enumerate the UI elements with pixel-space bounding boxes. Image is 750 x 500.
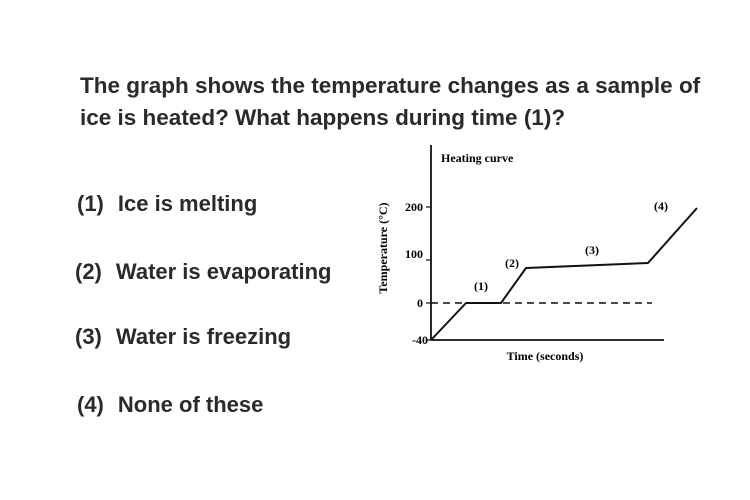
option-2[interactable]: [75, 259, 331, 285]
chart-title: Heating curve: [441, 151, 514, 165]
option-4-number: (4): [77, 392, 104, 417]
option-1-number: (1): [77, 191, 104, 216]
option-2-text: Water is evaporating: [115, 259, 332, 284]
y-tick-label-minus40: -40: [412, 333, 428, 347]
y-tick-label-0: 0: [417, 296, 423, 310]
segment-label-2: (2): [505, 256, 519, 270]
option-3[interactable]: [75, 324, 291, 350]
segment-label-4: (4): [654, 199, 668, 213]
option-4[interactable]: [77, 392, 263, 418]
question-text: The graph shows the temperature changes as a sample of ice is heated? What happens during time (1)?: [80, 73, 701, 130]
segment-label-1: (1): [474, 279, 488, 293]
y-tick-label-100: 100: [405, 247, 423, 261]
x-axis-label: Time (seconds): [506, 349, 584, 363]
segment-label-3: (3): [585, 243, 599, 257]
option-1[interactable]: [77, 191, 257, 217]
heating-curve-line: [431, 208, 697, 340]
option-1-text: Ice is melting: [117, 191, 258, 216]
y-axis-label: Temperature (°C): [376, 202, 390, 294]
option-4-text: None of these: [117, 392, 264, 417]
heating-curve-chart: [360, 140, 700, 380]
option-3-number: (3): [75, 324, 102, 349]
y-tick-label-200: 200: [405, 200, 423, 214]
option-3-text: Water is freezing: [115, 324, 292, 349]
heating-curve-svg: [360, 140, 700, 380]
option-2-number: (2): [75, 259, 102, 284]
